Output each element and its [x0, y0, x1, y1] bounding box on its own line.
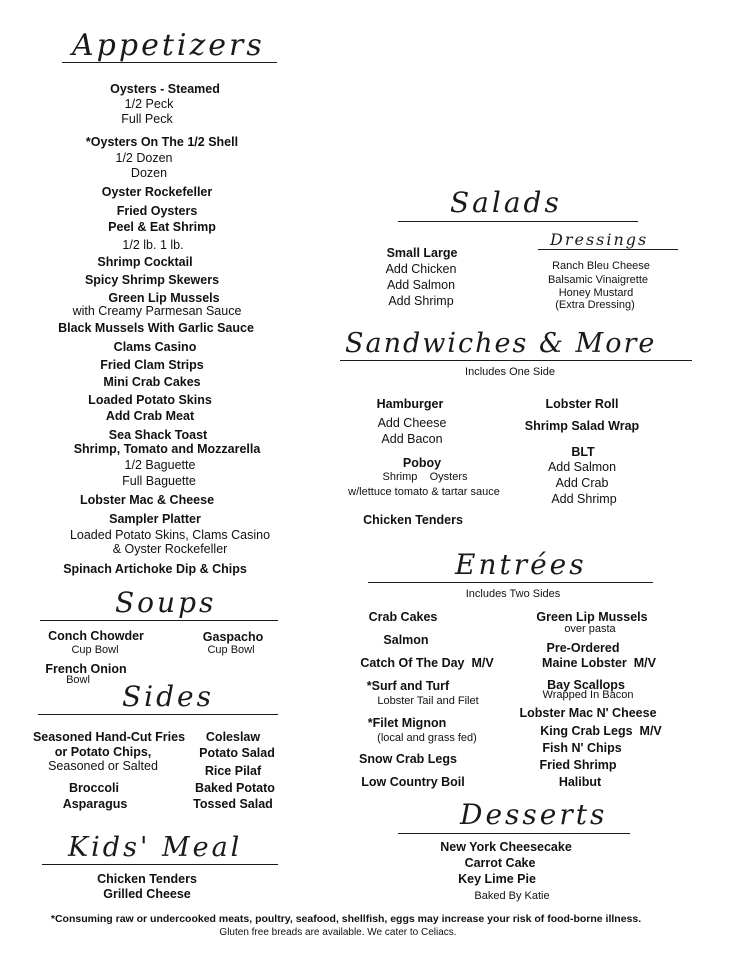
menu-item: French Onion	[45, 662, 127, 676]
menu-item: Full Peck	[121, 112, 173, 126]
menu-item: Green Lip Mussels	[108, 291, 220, 305]
menu-item: Sampler Platter	[109, 512, 201, 526]
menu-item: Add Crab	[555, 476, 609, 490]
salads-heading: Salads	[450, 186, 562, 219]
menu-item: Cup Bowl	[207, 644, 255, 656]
menu-item: Balsamic Vinaigrette	[547, 274, 649, 286]
menu-item: Wrapped In Bacon	[542, 689, 634, 701]
menu-item: Fried Clam Strips	[100, 358, 204, 372]
menu-item: Fish N' Chips	[542, 741, 622, 755]
menu-item: with Creamy Parmesan Sauce	[72, 304, 242, 318]
menu-item: Chicken Tenders	[363, 513, 463, 527]
menu-item: Add Salmon	[386, 278, 456, 292]
menu-item: Loaded Potato Skins	[88, 393, 212, 407]
menu-item: Low Country Boil	[361, 775, 465, 789]
menu-item: Broccoli	[68, 781, 120, 795]
entrees-rule	[368, 582, 653, 583]
menu-item: Sea Shack Toast	[108, 428, 208, 442]
menu-item: Crab Cakes	[368, 610, 438, 624]
section-subtitle: Includes Two Sides	[465, 588, 561, 600]
appetizers-heading: Appetizers	[72, 28, 265, 63]
desserts-heading: Desserts	[460, 798, 608, 831]
menu-item: Grilled Cheese	[103, 887, 191, 901]
menu-item: Seasoned or Salted	[48, 759, 158, 773]
menu-item: Chicken Tenders	[97, 872, 197, 886]
menu-item: (local and grass fed)	[377, 732, 477, 744]
menu-item: Conch Chowder	[48, 629, 144, 643]
menu-item: *Surf and Turf	[366, 679, 450, 693]
menu-item: Green Lip Mussels	[536, 610, 648, 624]
menu-item: Shrimp Oysters	[382, 471, 468, 483]
menu-item: Bay Scallops	[547, 678, 625, 692]
menu-item: Oysters - Steamed	[110, 82, 220, 96]
menu-item: Add Shrimp	[388, 294, 454, 308]
menu-item: Tossed Salad	[193, 797, 273, 811]
menu-item: Spicy Shrimp Skewers	[84, 273, 220, 287]
menu-item: Salmon	[383, 633, 429, 647]
food-safety-warning: *Consuming raw or undercooked meats, poultry, seafood, shellfish, eggs may increase your risk of food-borne illness.	[50, 913, 642, 925]
menu-item: Asparagus	[62, 797, 128, 811]
menu-item: Baked By Katie	[474, 890, 550, 902]
kids-meal-rule	[42, 864, 278, 865]
menu-item: King Crab Legs M/V	[540, 724, 662, 738]
sandwiches-heading: Sandwiches & More	[345, 328, 657, 359]
menu-item: 1/2 lb. 1 lb.	[122, 238, 184, 252]
appetizers-rule	[62, 62, 277, 63]
menu-item: 1/2 Peck	[124, 97, 174, 111]
menu-item: Baked Potato	[195, 781, 275, 795]
menu-item: Fried Shrimp	[539, 758, 617, 772]
menu-item: Catch Of The Day M/V	[360, 656, 494, 670]
menu-item: Potato Salad	[199, 746, 275, 760]
menu-item: 1/2 Dozen	[115, 151, 173, 165]
menu-item: Add Crab Meat	[105, 409, 195, 423]
menu-item: & Oyster Rockefeller	[112, 542, 228, 556]
kids-meal-heading: Kids' Meal	[68, 832, 243, 863]
menu-item: *Filet Mignon	[367, 716, 447, 730]
menu-item: Maine Lobster M/V	[542, 656, 656, 670]
sides-heading: Sides	[122, 680, 214, 713]
menu-item: or Potato Chips,	[54, 745, 152, 759]
menu-item: Add Salmon	[547, 460, 617, 474]
menu-item: Halibut	[558, 775, 602, 789]
menu-item: Ranch Bleu Cheese	[552, 260, 650, 272]
menu-item: Fried Oysters	[116, 204, 198, 218]
menu-item: Full Baguette	[122, 474, 196, 488]
menu-item: Lobster Tail and Filet	[377, 695, 479, 707]
menu-item: Cup Bowl	[71, 644, 119, 656]
menu-item: Pre-Ordered	[546, 641, 620, 655]
menu-item: Gaspacho	[202, 630, 264, 644]
menu-item: Shrimp Cocktail	[97, 255, 193, 269]
menu-item: Lobster Mac N' Cheese	[519, 706, 657, 720]
menu-item: Add Shrimp	[551, 492, 617, 506]
dressings-rule	[538, 249, 678, 250]
menu-item: Lobster Mac & Cheese	[79, 493, 215, 507]
menu-item: (Extra Dressing)	[555, 299, 635, 311]
menu-item: Bowl	[66, 674, 90, 686]
menu-item: Snow Crab Legs	[359, 752, 457, 766]
menu-item: over pasta	[564, 623, 616, 635]
menu-item: Add Bacon	[381, 432, 443, 446]
menu-item: Add Chicken	[385, 262, 457, 276]
menu-item: 1/2 Baguette	[124, 458, 196, 472]
menu-item: Dozen	[130, 166, 168, 180]
menu-item: Coleslaw	[205, 730, 261, 744]
desserts-rule	[398, 833, 630, 834]
menu-item: Shrimp, Tomato and Mozzarella	[73, 442, 261, 456]
menu-item: Seasoned Hand-Cut Fries	[32, 730, 186, 744]
soups-heading: Soups	[115, 586, 217, 619]
menu-item: Rice Pilaf	[204, 764, 262, 778]
sandwiches-rule	[340, 360, 692, 361]
menu-item: New York Cheesecake	[440, 840, 572, 854]
menu-item: Poboy	[402, 456, 442, 470]
menu-item: Peel & Eat Shrimp	[108, 220, 216, 234]
menu-item: w/lettuce tomato & tartar sauce	[348, 486, 500, 498]
menu-item: Black Mussels With Garlic Sauce	[58, 321, 254, 335]
menu-item: *Oysters On The 1/2 Shell	[85, 135, 239, 149]
menu-item: Add Cheese	[377, 416, 447, 430]
sides-rule	[38, 714, 278, 715]
menu-item: Key Lime Pie	[458, 872, 536, 886]
menu-item: Shrimp Salad Wrap	[524, 419, 640, 433]
menu-item: Clams Casino	[113, 340, 197, 354]
entrees-heading: Entrées	[455, 548, 587, 581]
dressings-heading: Dressings	[550, 230, 649, 249]
menu-item: Spinach Artichoke Dip & Chips	[63, 562, 247, 576]
gluten-free-note: Gluten free breads are available. We cater to Celiacs.	[219, 927, 457, 938]
menu-item: Small Large	[386, 246, 458, 260]
menu-item: Lobster Roll	[545, 397, 619, 411]
menu-item: Carrot Cake	[464, 856, 536, 870]
menu-item: Oyster Rockefeller	[101, 185, 213, 199]
menu-item: BLT	[571, 445, 595, 459]
menu-item: Hamburger	[376, 397, 444, 411]
soups-rule	[40, 620, 278, 621]
section-subtitle: Includes One Side	[465, 366, 555, 378]
menu-item: Mini Crab Cakes	[103, 375, 201, 389]
salads-rule	[398, 221, 638, 222]
menu-item: Loaded Potato Skins, Clams Casino	[69, 528, 271, 542]
menu-item: Honey Mustard	[558, 287, 634, 299]
